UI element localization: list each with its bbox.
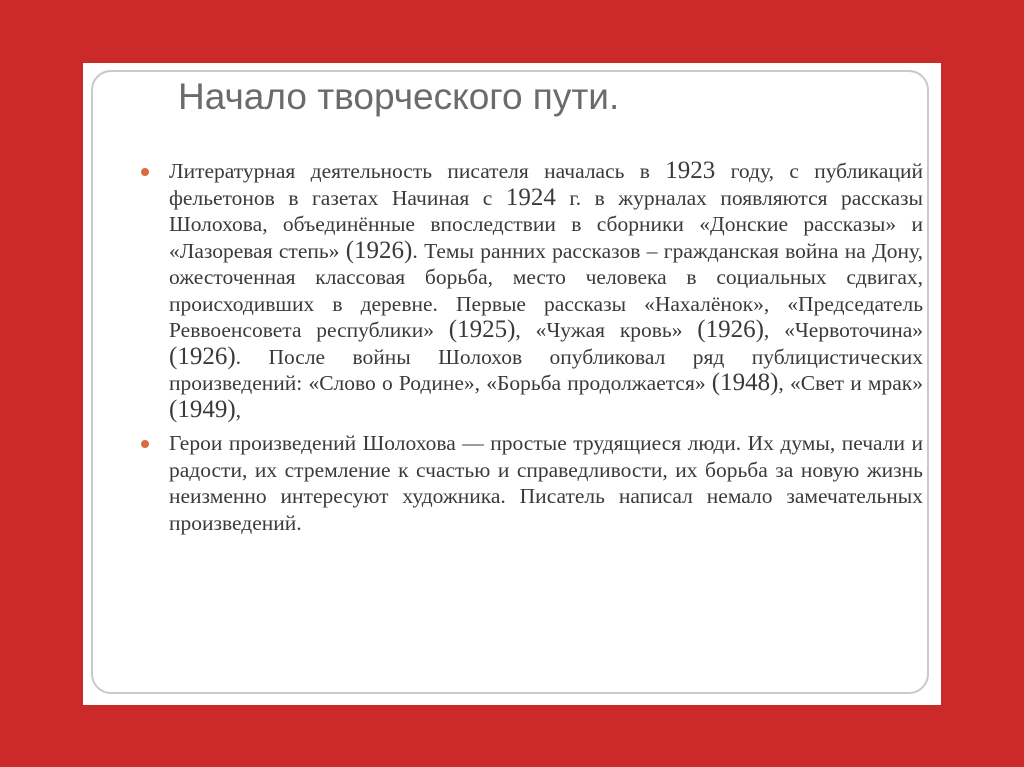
bullet-icon [141, 440, 149, 448]
year: 1923 [665, 157, 716, 184]
slide-body [133, 158, 923, 536]
year: (1926) [169, 342, 236, 370]
bullet-item [133, 430, 923, 536]
year: (1926) [345, 236, 413, 264]
bullet-text: Литературная деятельность писателя началась в 1923 году, с публикаций фельетонов в газетах Начиная с 1924 г. в журналах появляются рассказы Шолохова, объединённые впоследствии в сборники «Донские рассказы» и «Лазоревая степь» (1926). Темы ранних рассказов – гражданская война на Дону, ожесточенная классовая борьба, место человека в социальных сдвигах, происходивших в деревне. Первые рассказы «Нахалёнок», «Председатель Реввоенсовета республики» (1925), «Чужая кровь» (1926), «Червоточина» (1926). После войны Шолохов опубликовал ряд публицистических произведений: «Слово о Родине», «Борьба продолжается» (1948), «Свет и мрак» (1949), [169, 157, 923, 423]
bullet-icon [141, 168, 149, 176]
year: (1925) [448, 316, 516, 343]
slide-title: Начало творческого пути. [178, 76, 620, 117]
bullet-text: Герои произведений Шолохова — простые трудящиеся люди. Их думы, печали и радости, их стремление к счастью и справедливости, их борьба за новую жизнь неизменно интересуют художника. Писатель написал немало замечательных произведений. [169, 431, 923, 535]
year: 1924 [505, 183, 556, 211]
year: (1949) [169, 395, 236, 423]
bullet-item [133, 158, 923, 423]
year: (1926) [697, 316, 764, 343]
year: (1948) [711, 369, 779, 396]
